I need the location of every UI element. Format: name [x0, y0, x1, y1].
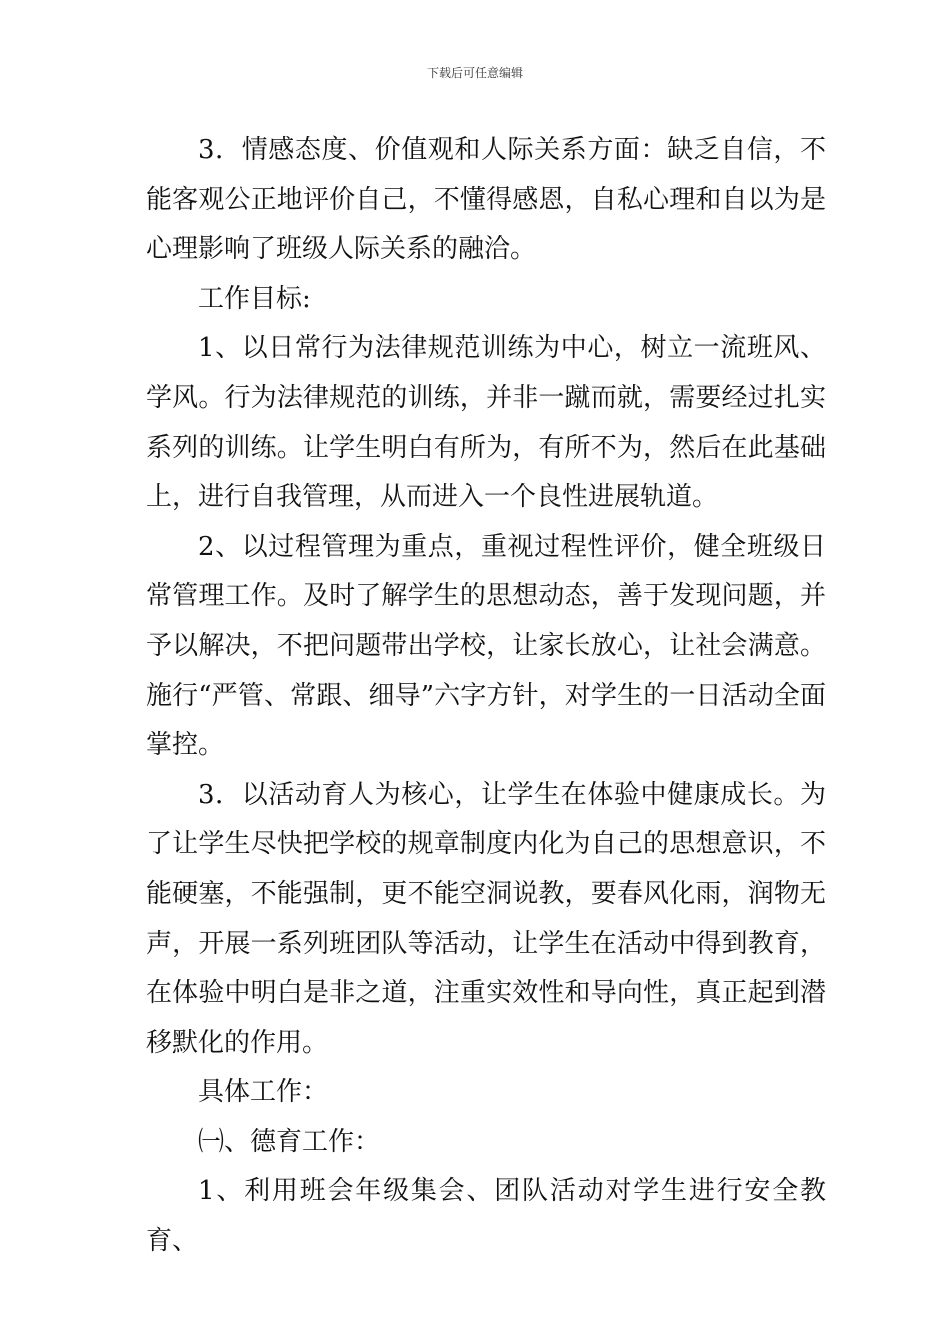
paragraph-goal-2: 2、以过程管理为重点，重视过程性评价，健全班级日常管理工作。及时了解学生的思想动态，善于发现问题，并予以解决，不把问题带出学校，让家长放心，让社会满意。施行“严管、常跟、细导”六字方针，对学生的一日活动全面掌控。	[146, 531, 826, 761]
document-body	[146, 126, 826, 1267]
paragraph-goal-1: 1、以日常行为法律规范训练为中心，树立一流班风、学风。行为法律规范的训练，并非一蹴而就，需要经过扎实系列的训练。让学生明白有所为，有所不为，然后在此基础上，进行自我管理，从而进入一个良性进展轨道。	[146, 333, 826, 513]
heading-moral-education: ㈠、德育工作：	[198, 1126, 381, 1157]
paragraph-moral-1: 1、利用班会年级集会、团队活动对学生进行安全教育、	[146, 1176, 826, 1257]
page-header-note: 下载后可任意编辑	[426, 66, 523, 80]
heading-work-goals: 工作目标:	[198, 283, 311, 314]
heading-specific-work: 具体工作：	[198, 1077, 329, 1108]
paragraph-attitude-values: 3．情感态度、价值观和人际关系方面：缺乏自信，不能客观公正地评价自己，不懂得感恩，自私心理和自以为是心理影响了班级人际关系的融洽。	[146, 135, 826, 265]
paragraph-goal-3: 3．以活动育人为核心，让学生在体验中健康成长。为了让学生尽快把学校的规章制度内化为自己的思想意识，不能硬塞，不能强制，更不能空洞说教，要春风化雨，润物无声，开展一系列班团队等活动，让学生在活动中得到教育，在体验中明白是非之道，注重实效性和导向性，真正起到潜移默化的作用。	[146, 779, 826, 1058]
